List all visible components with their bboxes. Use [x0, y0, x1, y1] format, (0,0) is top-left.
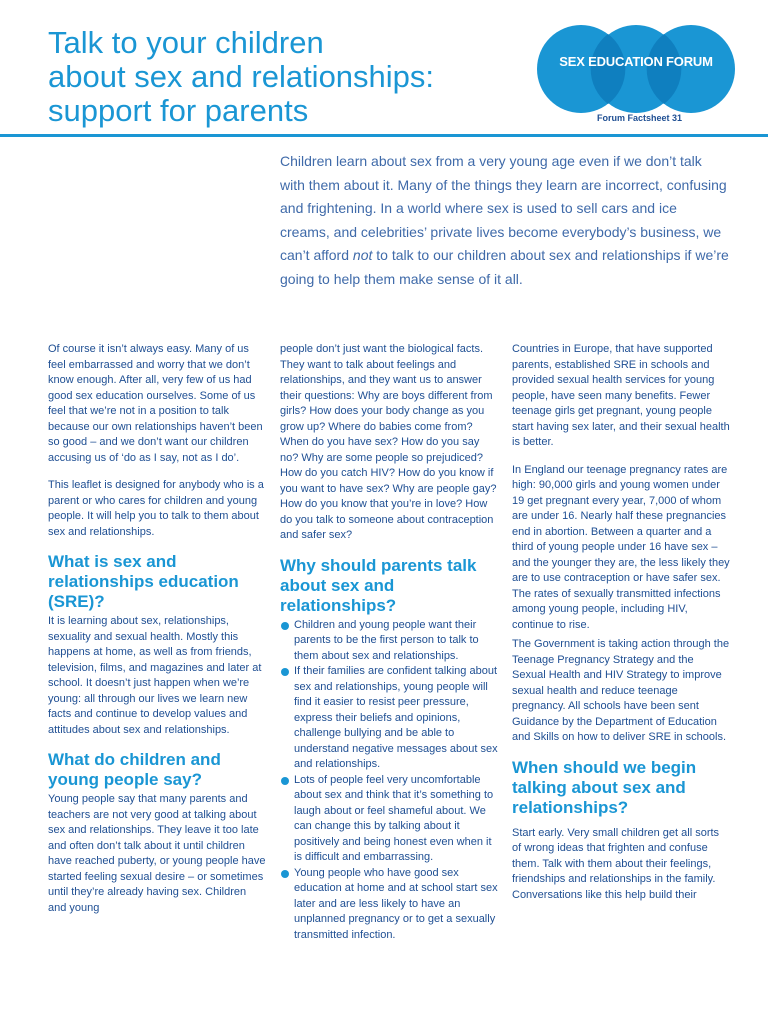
paragraph: The Government is taking action through the Teenage Pregnancy Strategy and the Sexual Health and HIV Strategy to improve sexual health and reduce teenage pregnancy. All schools have been sent Guidance by the Department of Education and Skills on how to deliver SRE in schools. [512, 638, 730, 743]
section-heading: What do children and young people say? [48, 750, 221, 789]
column-3 [512, 342, 730, 915]
list-item [280, 866, 498, 944]
paragraph: Countries in Europe, that have supported parents, established SRE in schools and provided sexual health services for young people, have seen many benefits. Fewer teenage girls get pregnant, young people start having sex later, and their sexual health is better. [512, 343, 730, 448]
column-2 [280, 342, 498, 943]
paragraph: In England our teenage pregnancy rates are high: 90,000 girls and young women under 19 get pregnant every year, 7,000 of whom are under 16. Nearly half these pregnancies end in abortion. Between a quarter and a third of young people under 16 have sex – and the younger they are, the less likely they are to use contraception or have safer sex. The rates of sexually transmitted infections among young people, including HIV, continue to rise. [512, 463, 730, 631]
bullet-list [280, 618, 498, 944]
title-line-3: support for parents [48, 93, 309, 128]
paragraph: This leaflet is designed for anybody who is a parent or who cares for children and young people. It will help you to talk to them about sex and relationships. [48, 479, 264, 538]
section-heading: When should we begin talking about sex and relationships? [512, 757, 697, 817]
section-heading: Why should parents talk about sex and relationships? [280, 555, 477, 615]
list-item-text: If their families are confident talking about sex and relationships, young people will find it easier to resist peer pressure, express their beliefs and opinions, challenge bullying and be able to understand negative messages about sex and relationships. [294, 665, 498, 770]
list-item-text: Young people who have good sex education at home and at school start sex later and are less likely to have an unplanned pregnancy or to get a sexually transmitted infection. [294, 866, 498, 941]
paragraph: people don’t just want the biological facts. They want to talk about feelings and relationships, and they want us to answer their questions: Why are boys different from girls? How does your body change as you grow up? Where do babies come from? When do you have sex? How do you say no? Why are some people so prejudiced? How do you catch HIV? How do you know if you want to have sex? Why are people gay? How do you know that you’re in love? How do you talk to someone about contraception and safer sex? [280, 343, 497, 541]
page-title [48, 26, 548, 128]
bullet-icon [281, 777, 289, 785]
list-item [280, 773, 498, 866]
factsheet-label: Forum Factsheet 31 [597, 113, 683, 123]
bullet-icon [281, 622, 289, 630]
column-1 [48, 342, 266, 928]
logo-circles-graphic [536, 24, 736, 114]
list-item [280, 618, 498, 665]
list-item-text: Children and young people want their parents to be the first person to talk to them about sex and relationships. [294, 618, 479, 662]
paragraph: It is learning about sex, relationships, sexuality and sexual health. Mostly this happens at home, as well as from friends, television, films, and magazines and later at school. It doesn’t just happen when we’re young: all through our lives we learn new facts and continue to develop values and attitudes about sex and relationships. [48, 615, 262, 736]
section-heading: What is sex and relationships education (SRE)? [48, 552, 239, 611]
list-item-text: Lots of people feel very uncomfortable about sex and think that it’s something to laugh about or feel shameful about. We can change this by talking about it positively and being honest even when it is difficult and embarrassing. [294, 773, 494, 863]
header-divider [0, 134, 768, 137]
bullet-icon [281, 870, 289, 878]
paragraph: Young people say that many parents and teachers are not very good at talking about sex and relationships. They leave it too late and often don’t talk about it until children have reached puberty, or young people have started feeling sexual desire – or sometimes until they’re already having sex. Children and young [48, 793, 266, 914]
sex-education-forum-logo [536, 24, 736, 114]
bullet-icon [281, 668, 289, 676]
paragraph: Start early. Very small children get all sorts of wrong ideas that frighten and confuse them. Talk with them about their feelings, friendships and relationships in the family. Conversations like this help build their [512, 826, 720, 901]
paragraph: Of course it isn’t always easy. Many of us feel embarrassed and worry that we don’t know enough. After all, very few of us had good sex education ourselves. Some of us feel that we’re not in a position to talk because our own relationships haven’t been so good – and we don’t want our children accusing us of ‘do as I say, not as I do’. [48, 343, 263, 464]
title-line-2: about sex and relationships: [48, 59, 435, 94]
logo-text: SEX EDUCATION FORUM [559, 54, 713, 69]
list-item [280, 664, 498, 773]
title-line-1: Talk to your children [48, 25, 324, 60]
intro-paragraph: Children learn about sex from a very young age even if we don’t talk with them about it. Many of the things they learn are incorrect, confusing and frightening. In a world where sex is used to sell cars and ice creams, and celebrities’ private lives become everybody’s business, we can’t afford not to talk to our children about sex and relationships if we’re going to help them make sense of it all. [280, 153, 729, 287]
